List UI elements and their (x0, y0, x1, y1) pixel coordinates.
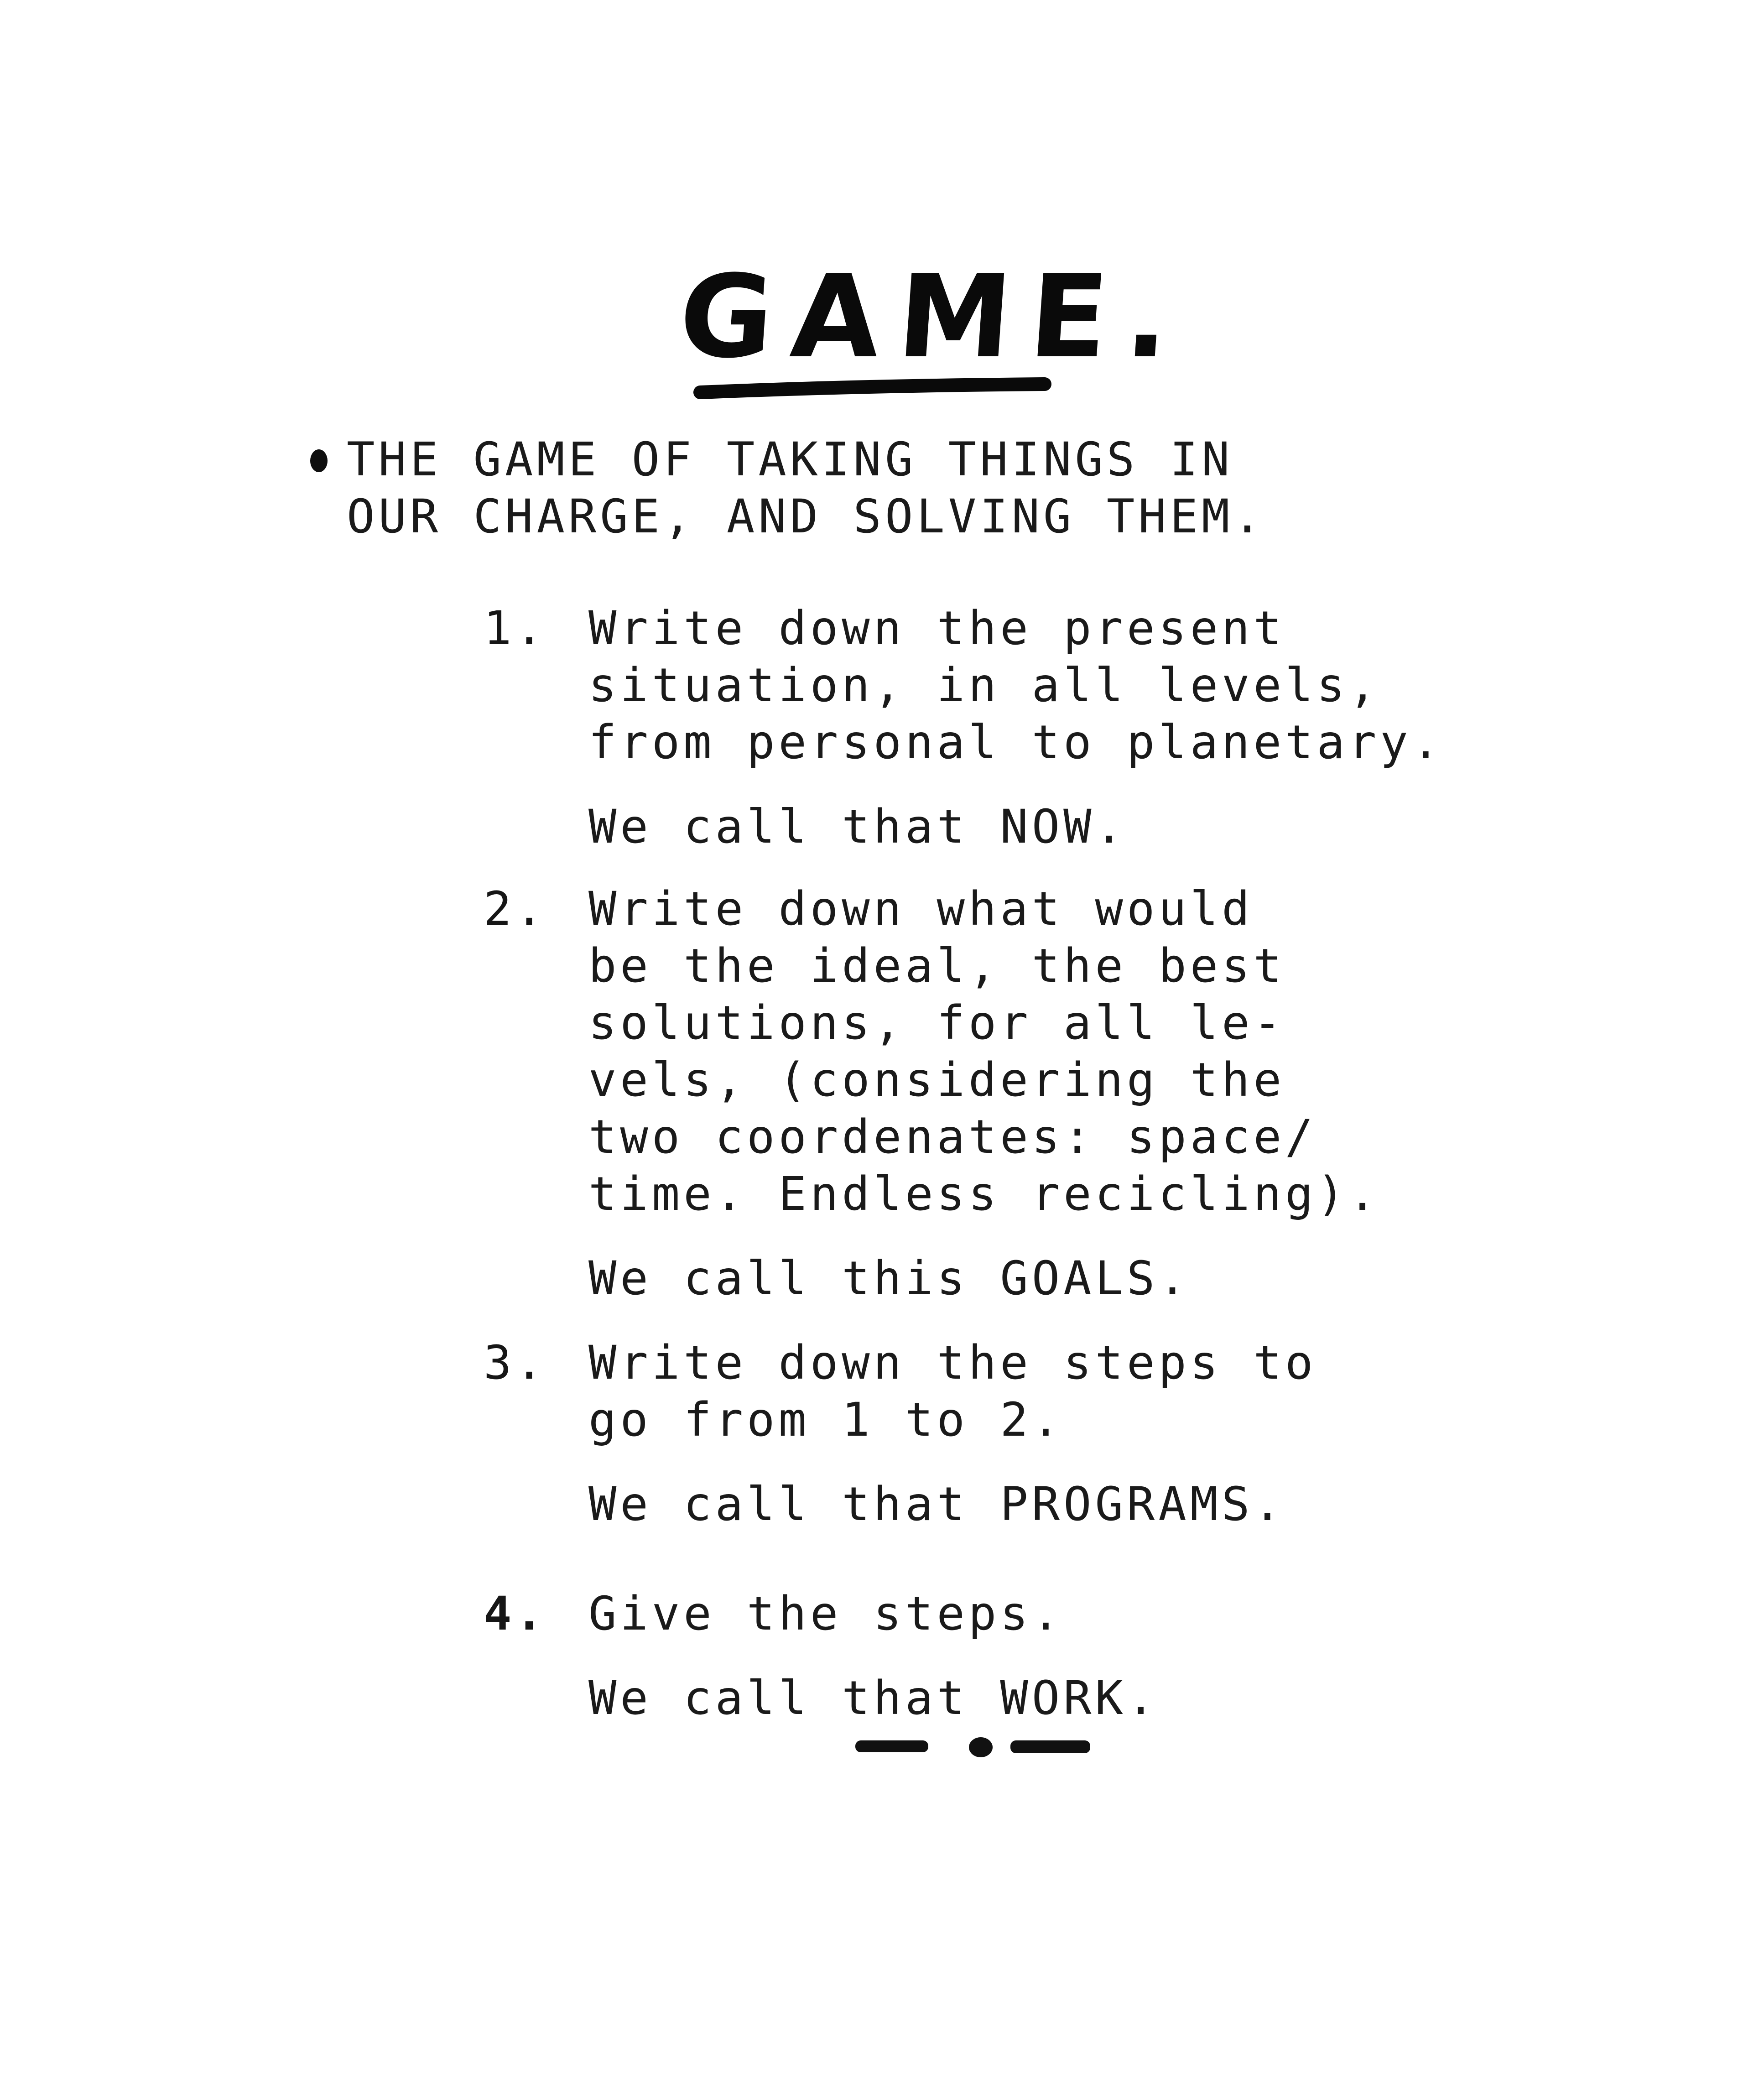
step-2-line-3: solutions, for all le- (588, 996, 1285, 1050)
step-3-line-2: go from 1 to 2. (588, 1393, 1064, 1447)
step-1-call: We call that NOW. (588, 800, 1127, 854)
step-1-line-2: situation, in all levels, (588, 658, 1380, 713)
step-2-line-5: two coordenates: space/ (588, 1110, 1317, 1164)
step-2-line-4: vels, (considering the (588, 1053, 1285, 1107)
step-number-2: 2. (484, 882, 547, 936)
intro-line-1: THE GAME OF TAKING THINGS IN (347, 432, 1233, 487)
step-4-line-1: Give the steps. (588, 1587, 1064, 1641)
step-3-call: We call that PROGRAMS. (588, 1477, 1285, 1531)
step-1-line-1: Write down the present (588, 601, 1285, 656)
step-2-line-1: Write down what would (588, 882, 1254, 936)
step-number-1: 1. (484, 601, 547, 656)
step-3-line-1: Write down the steps to (588, 1336, 1317, 1390)
step-4-call: We call that WORK. (588, 1671, 1159, 1725)
step-1-line-3: from personal to planetary. (588, 715, 1444, 770)
step-2-line-2: be the ideal, the best (588, 939, 1285, 993)
step-2-line-6: time. Endless recicling). (588, 1167, 1380, 1221)
step-2-call: We call this GOALS. (588, 1251, 1190, 1306)
step-number-3: 3. (484, 1336, 547, 1390)
step-number-4: 4. (484, 1587, 547, 1641)
intro-line-2: OUR CHARGE, AND SOLVING THEM. (347, 490, 1265, 544)
page-title: GAME. (675, 250, 1192, 383)
